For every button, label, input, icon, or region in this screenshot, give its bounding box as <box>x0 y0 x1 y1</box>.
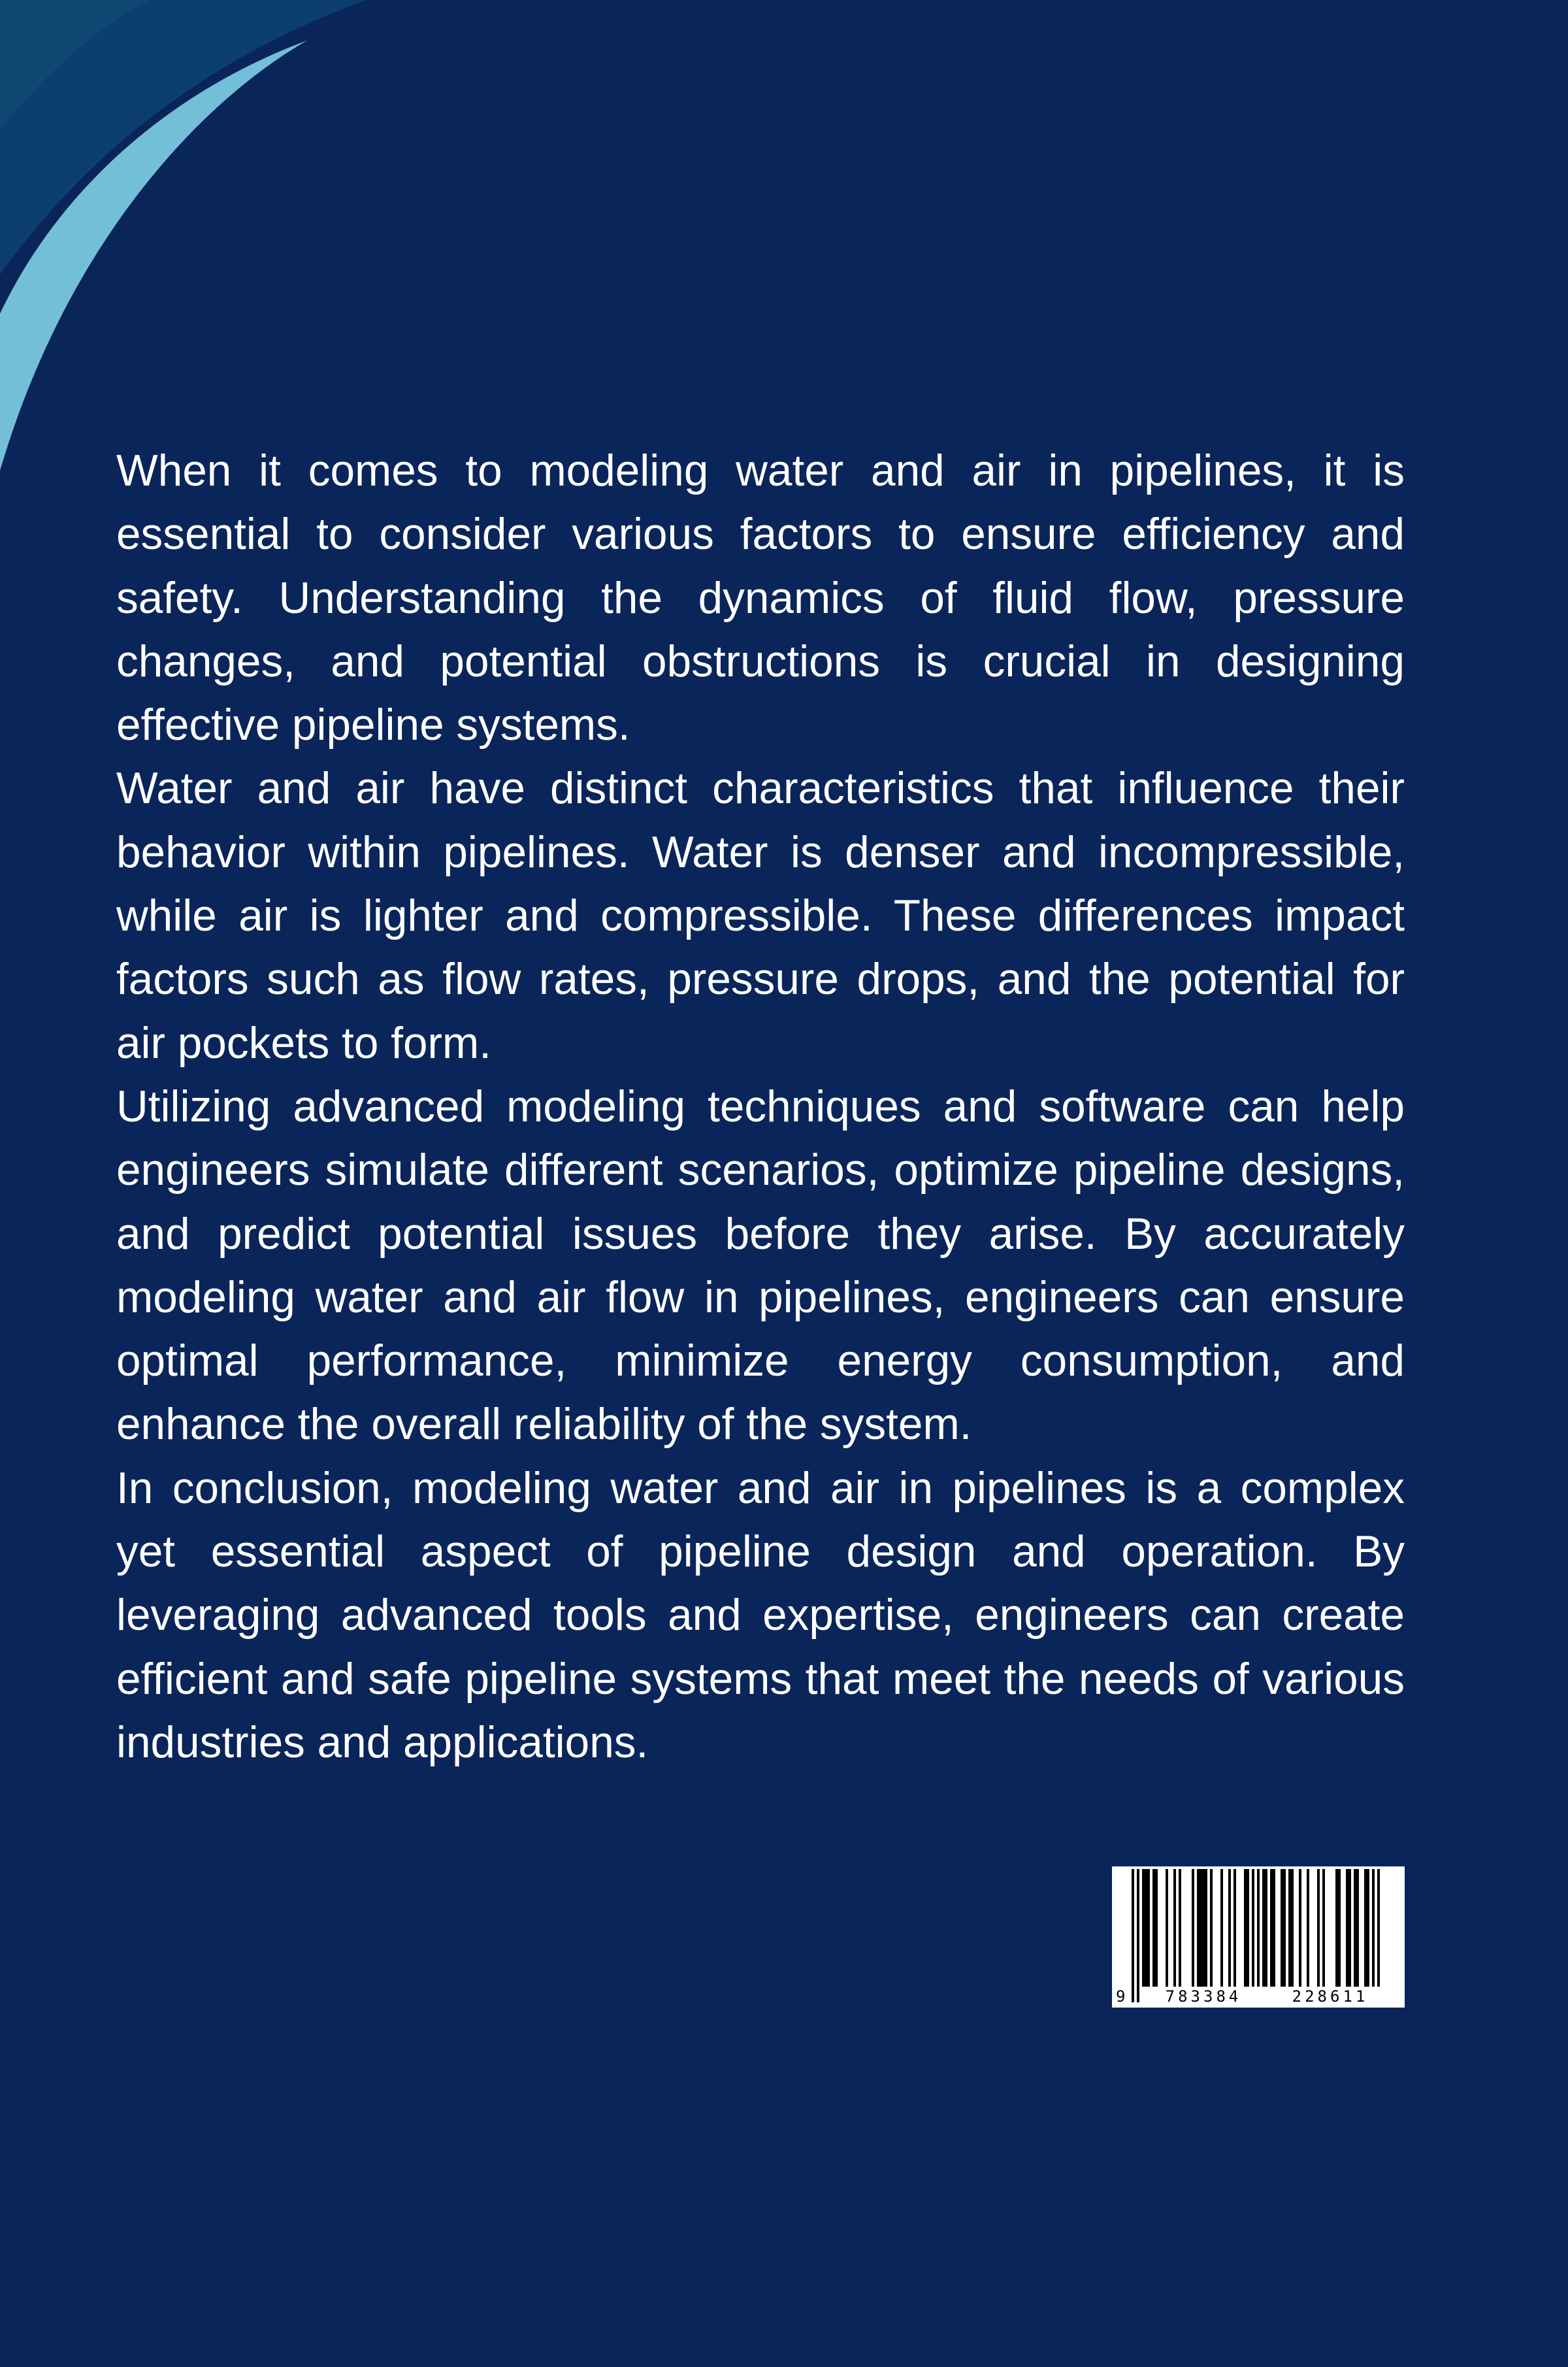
barcode-bar <box>1288 1869 1291 1987</box>
barcode-bar <box>1166 1869 1168 1987</box>
barcode-bar <box>1210 1869 1213 1987</box>
barcode-bar <box>1244 1869 1247 1987</box>
barcode-bar <box>1335 1869 1338 1987</box>
back-cover-blurb <box>116 439 1405 1774</box>
barcode-bar <box>1317 1869 1320 1987</box>
barcode-bar <box>1299 1869 1301 1987</box>
blurb-paragraph-4: In conclusion, modeling water and air in pipelines is a complex yet essential aspect of pipeline design and operation. By leveraging advanced tools and expertise, engineers can create efficient and safe pipeline systems that meet the needs of various industries and applications. <box>116 1463 1405 1767</box>
isbn-barcode <box>1112 1866 1405 2008</box>
barcode-bar <box>1145 1869 1147 1987</box>
barcode-bar <box>1200 1869 1202 1987</box>
barcode-bar <box>1147 1869 1150 1987</box>
barcode-bar <box>1197 1869 1200 1987</box>
barcode-bar <box>1220 1869 1223 1987</box>
barcode-bar <box>1152 1869 1155 1987</box>
blurb-paragraph-1: When it comes to modeling water and air in pipelines, it is essential to consider various factors to ensure efficiency and safety. Understanding the dynamics of fluid flow, pressure changes, and potential obstructions is crucial in designing effective pipeline systems. <box>116 446 1405 750</box>
barcode-left-digits: 783384 <box>1143 1987 1264 2006</box>
barcode-bar <box>1257 1869 1260 2002</box>
barcode-bar <box>1346 1869 1348 1987</box>
blurb-paragraph-3: Utilizing advanced modeling techniques and software can help engineers simulate different scenarios, optimize pipeline designs, and predict potential issues before they arise. By accurately modeling water and air flow in pipelines, engineers can ensure optimal performance, minimize energy consumption, and enhance the overall reliability of the system. <box>116 1082 1405 1449</box>
barcode-bar <box>1228 1869 1231 1987</box>
barcode-right-digits: 228611 <box>1271 1987 1389 2006</box>
barcode-bar <box>1354 1869 1356 1987</box>
barcode-bar <box>1173 1869 1176 1987</box>
barcode-bar <box>1247 1869 1249 1987</box>
corner-swoosh-decoration <box>0 0 405 497</box>
barcode-digits <box>1112 1987 1405 2006</box>
barcode-lead-digit: 9 <box>1116 1987 1126 2006</box>
barcode-bar <box>1338 1869 1341 1987</box>
barcode-bar <box>1281 1869 1283 1987</box>
barcode-bar <box>1348 1869 1351 1987</box>
blurb-paragraph-2: Water and air have distinct characteristics that influence their behavior within pipelines. Water is denser and incompressible, while air is lighter and compressible. These differences impact factors such as flow rates, pressure drops, and the potential for air pockets to form. <box>116 764 1405 1068</box>
barcode-bar <box>1179 1869 1181 1987</box>
barcode-bar <box>1155 1869 1158 1987</box>
barcode-bar <box>1262 1869 1265 1987</box>
barcode-bar <box>1307 1869 1309 1987</box>
barcode-bar <box>1233 1869 1236 1987</box>
barcode-bar <box>1270 1869 1273 1987</box>
barcode-bar <box>1283 1869 1286 1987</box>
barcode-bar <box>1252 1869 1254 2002</box>
barcode-bar <box>1142 1869 1145 1987</box>
barcode-bar <box>1273 1869 1275 1987</box>
barcode-bar <box>1356 1869 1359 1987</box>
barcode-bar <box>1205 1869 1207 1987</box>
barcode-bar <box>1137 1869 1139 2002</box>
barcode-bar <box>1322 1869 1325 1987</box>
barcode-bar <box>1372 1869 1375 2002</box>
barcode-bar <box>1192 1869 1194 1987</box>
barcode-bar <box>1265 1869 1267 1987</box>
barcode-bar <box>1367 1869 1369 1987</box>
barcode-bar <box>1202 1869 1205 1987</box>
barcode-bar <box>1132 1869 1134 2002</box>
barcode-bar <box>1291 1869 1294 1987</box>
barcode-bar <box>1377 1869 1380 2002</box>
barcode-bar <box>1364 1869 1367 1987</box>
